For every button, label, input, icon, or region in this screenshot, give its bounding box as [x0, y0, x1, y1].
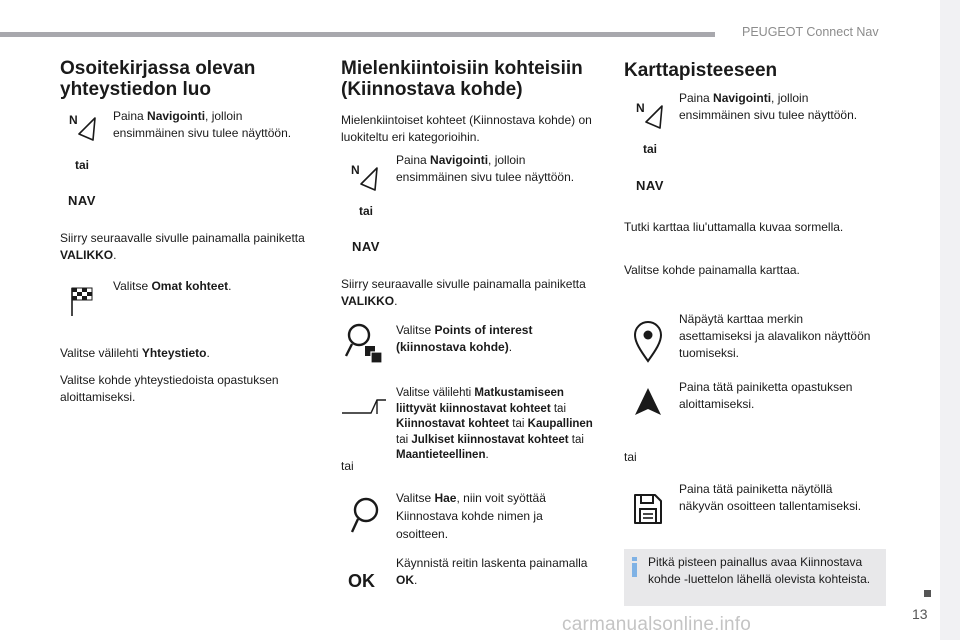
step-open-menu: Siirry seuraavalle sivulle painamalla painiketta VALIKKO.: [341, 277, 586, 308]
step-select-category-tab: Valitse välilehti Matkustamiseen liittyvät kiinnostavat kohteet tai Kiinnostavat kohteet tai Kaupallinen tai Julkiset kiinnostavat kohteet tai Maantieteellinen.: [396, 387, 593, 461]
brand-label: PEUGEOT Connect Nav: [742, 25, 879, 39]
header-rule: [0, 32, 715, 37]
info-icon: [631, 557, 638, 577]
step-press-navigation: Paina Navigointi, jolloin ensimmäinen sivu tulee näyttöön.: [679, 91, 858, 122]
step-explore-map: Tutki karttaa liu'uttamalla kuvaa sormella.: [624, 220, 844, 234]
step-save-address: Paina tätä painiketta näytöllä näkyvän osoitteen tallentamiseksi.: [679, 482, 862, 513]
step-select-my-destinations: Valitse Omat kohteet.: [113, 279, 232, 293]
step-open-menu: Siirry seuraavalle sivulle painamalla painiketta VALIKKO.: [60, 231, 305, 262]
or-label: tai: [643, 142, 658, 156]
step-start-guidance: Paina tätä painiketta opastuksen aloittamiseksi.: [679, 380, 853, 411]
watermark-text: carmanualsonline.info: [562, 614, 752, 635]
poi-intro: Mielenkiintoiset kohteet (Kiinnostava kohde) on luokiteltu eri kategorioihin.: [341, 113, 592, 144]
step-select-contact-tab: Valitse välilehti Yhteystieto.: [60, 346, 210, 360]
page-marker: [924, 590, 931, 597]
section-title: Osoitekirjassa olevan yhteystiedon luo: [60, 58, 256, 100]
page-number: 13: [912, 606, 928, 622]
tab-category-icon[interactable]: [341, 397, 387, 417]
svg-text:N: N: [351, 163, 360, 177]
step-press-ok: Käynnistä reitin laskenta painamalla OK.: [396, 556, 588, 587]
guidance-arrow-icon[interactable]: [632, 386, 664, 418]
section-title: Mielenkiintoisiin kohteisiin (Kiinnostava kohde): [341, 58, 583, 100]
nav-button[interactable]: NAV: [68, 193, 96, 208]
or-label: tai: [359, 204, 374, 218]
step-select-contact: Valitse kohde yhteystiedoista opastuksen aloittamiseksi.: [60, 373, 279, 404]
or-label: tai: [624, 450, 637, 464]
step-press-navigation: Paina Navigointi, jolloin ensimmäinen sivu tulee näyttöön.: [113, 109, 292, 140]
navigation-icon[interactable]: [633, 100, 667, 134]
step-tap-map: Näpäytä karttaa merkin asettamiseksi ja alavalikon näyttöön tuomiseksi.: [679, 312, 871, 360]
ok-button[interactable]: OK: [348, 571, 375, 591]
step-select-on-map: Valitse kohde painamalla karttaa.: [624, 263, 800, 277]
step-press-navigation: Paina Navigointi, jolloin ensimmäinen sivu tulee näyttöön.: [396, 153, 575, 184]
nav-button[interactable]: NAV: [636, 178, 664, 193]
side-strip: [940, 0, 960, 640]
or-label: tai: [75, 158, 90, 172]
nav-button[interactable]: NAV: [352, 239, 380, 254]
poi-search-icon[interactable]: [344, 322, 386, 366]
svg-text:N: N: [69, 113, 78, 127]
navigation-icon[interactable]: [348, 162, 382, 196]
step-search: Valitse Hae, niin voit syöttää Kiinnostava kohde nimen ja osoitteen.: [396, 491, 546, 541]
info-note: [624, 549, 886, 606]
step-select-poi: Valitse Points of interest (kiinnostava kohde).: [396, 323, 533, 354]
search-icon[interactable]: [348, 496, 382, 536]
map-pin-icon[interactable]: [632, 320, 664, 364]
svg-text:N: N: [636, 101, 645, 115]
save-icon[interactable]: [632, 492, 664, 526]
section-title: Karttapisteeseen: [624, 60, 778, 81]
info-note-text: Pitkä pisteen painallus avaa Kiinnostava kohde -luettelon lähellä olevista kohteista.: [648, 555, 871, 586]
checkered-flag-icon[interactable]: [66, 284, 96, 318]
navigation-icon[interactable]: [66, 112, 100, 146]
or-label: tai: [341, 459, 354, 473]
